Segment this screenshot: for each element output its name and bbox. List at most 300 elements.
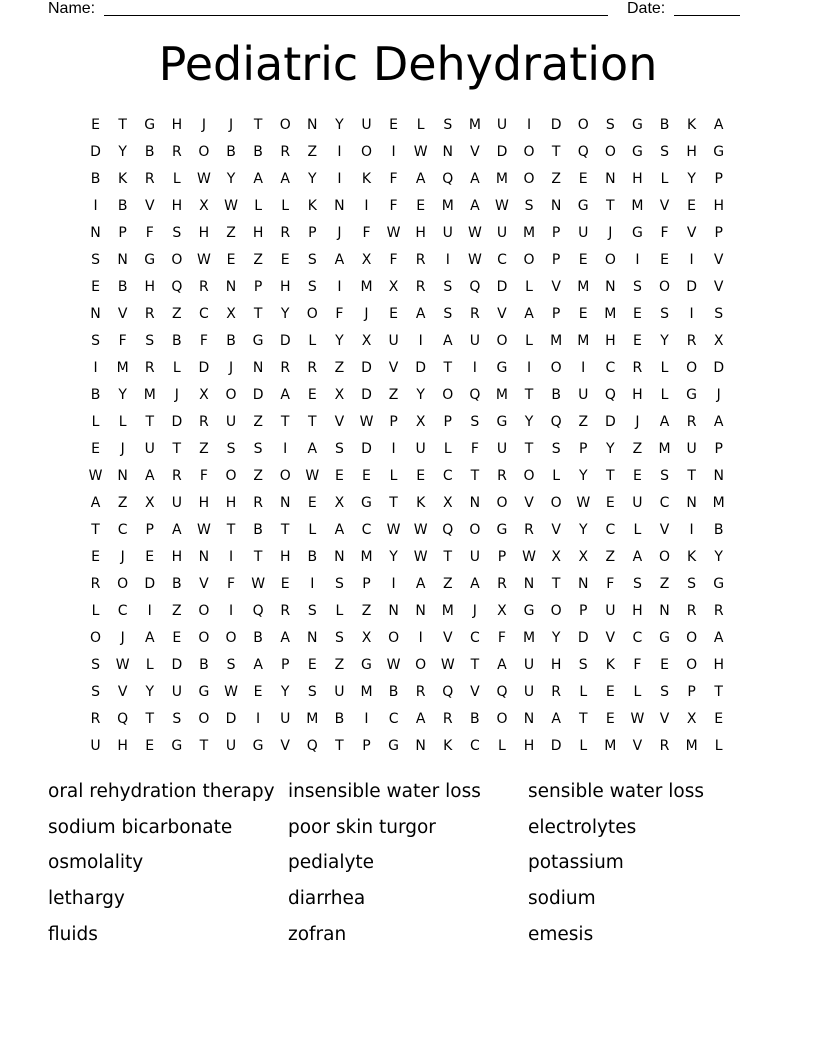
grid-letter: Y (416, 387, 425, 403)
grid-letter: N (307, 630, 318, 646)
grid-letter: J (716, 387, 721, 403)
grid-letter: T (470, 657, 480, 673)
word-list-item: sensible water loss (528, 781, 704, 802)
grid-letter: A (144, 630, 155, 646)
grid-letter: N (686, 495, 697, 511)
grid-letter: I (256, 711, 261, 727)
grid-letter: X (415, 414, 426, 430)
grid-letter: R (632, 360, 643, 376)
grid-letter: E (605, 684, 615, 700)
grid-letter: E (632, 468, 642, 484)
grid-letter: U (144, 441, 155, 457)
grid-letter: B (199, 657, 209, 673)
grid-letter: C (117, 522, 128, 538)
grid-letter: W (197, 522, 211, 538)
grid-letter: U (90, 738, 101, 754)
grid-letter: C (442, 468, 453, 484)
grid-letter: M (116, 360, 129, 376)
grid-letter: B (90, 171, 101, 187)
grid-letter: N (659, 603, 670, 619)
grid-letter: S (443, 306, 453, 322)
grid-letter: Q (442, 171, 454, 187)
grid-letter: G (713, 576, 725, 592)
grid-letter: E (91, 279, 100, 295)
grid-letter: O (279, 468, 291, 484)
grid-letter: D (252, 387, 264, 403)
grid-letter: V (659, 711, 670, 727)
grid-letter: S (714, 306, 724, 322)
grid-letter: V (713, 279, 724, 295)
grid-letter: F (660, 225, 669, 241)
grid-letter: B (172, 576, 182, 592)
grid-letter: G (198, 684, 210, 700)
grid-letter: W (115, 657, 130, 673)
grid-letter: V (497, 306, 507, 322)
grid-letter: H (171, 198, 183, 214)
grid-letter: V (551, 522, 561, 538)
name-blank-line[interactable] (104, 0, 608, 16)
grid-letter: A (551, 711, 561, 727)
grid-letter: P (253, 279, 263, 295)
grid-letter: Y (389, 549, 398, 565)
grid-letter: H (713, 198, 724, 214)
grid-letter: T (226, 522, 236, 538)
grid-letter: G (631, 225, 643, 241)
grid-letter: P (714, 225, 723, 241)
grid-letter: V (117, 684, 128, 700)
grid-letter: P (551, 252, 561, 268)
grid-letter: G (523, 603, 535, 619)
grid-letter: E (307, 387, 317, 403)
grid-letter: V (713, 252, 724, 268)
grid-letter: O (198, 144, 210, 160)
grid-letter: G (713, 144, 725, 160)
grid-letter: B (117, 198, 128, 214)
grid-letter: O (442, 387, 454, 403)
grid-letter: L (633, 684, 642, 700)
grid-letter: M (631, 198, 644, 214)
grid-letter: V (334, 414, 345, 430)
grid-letter: N (713, 468, 724, 484)
grid-letter: X (361, 630, 372, 646)
grid-letter: R (659, 738, 670, 754)
grid-letter: N (415, 738, 426, 754)
grid-letter: T (687, 468, 696, 484)
grid-letter: J (228, 117, 234, 133)
grid-letter: U (578, 225, 589, 241)
grid-letter: U (523, 684, 535, 700)
grid-letter: E (172, 630, 182, 646)
grid-letter: G (496, 522, 508, 538)
grid-letter: U (225, 738, 237, 754)
grid-letter: B (253, 522, 263, 538)
word-list-item: osmolality (48, 852, 144, 874)
grid-letter: E (145, 549, 155, 565)
grid-letter: V (524, 495, 534, 511)
grid-letter: B (90, 387, 101, 403)
grid-letter: N (198, 549, 210, 565)
grid-letter: M (468, 117, 481, 133)
grid-letter: I (364, 198, 369, 214)
grid-letter: A (334, 252, 345, 268)
grid-letter: D (686, 279, 697, 295)
grid-letter: D (279, 333, 291, 349)
grid-letter: U (496, 225, 508, 241)
grid-letter: O (550, 603, 562, 619)
grid-letter: W (386, 522, 401, 538)
grid-letter: S (632, 576, 642, 592)
grid-letter: K (443, 738, 453, 754)
grid-letter: M (685, 738, 698, 754)
grid-letter: N (442, 144, 453, 160)
grid-letter: O (659, 549, 671, 565)
grid-letter: Z (578, 414, 589, 430)
grid-letter: T (714, 684, 723, 700)
grid-letter: R (280, 225, 291, 241)
grid-letter: Z (253, 468, 263, 484)
grid-letter: Y (118, 144, 127, 160)
grid-letter: R (713, 603, 724, 619)
grid-letter: J (635, 414, 640, 430)
grid-letter: K (118, 171, 128, 187)
grid-letter: E (389, 306, 398, 322)
grid-letter: E (632, 333, 642, 349)
grid-letter: M (495, 171, 508, 187)
grid-letter: O (225, 468, 237, 484)
grid-letter: W (251, 576, 266, 592)
name-label: Name: (48, 0, 96, 17)
word-list-item: sodium bicarbonate (48, 816, 233, 838)
grid-letter: E (91, 117, 100, 133)
grid-letter: Z (307, 144, 318, 160)
grid-letter: M (143, 387, 156, 403)
grid-letter: C (605, 360, 616, 376)
grid-letter: S (470, 414, 480, 430)
grid-letter: S (226, 441, 236, 457)
grid-letter: W (197, 252, 211, 268)
grid-letter: Z (361, 603, 372, 619)
grid-letter: W (467, 225, 482, 241)
date-blank-line[interactable] (674, 0, 740, 16)
grid-letter: S (334, 441, 344, 457)
grid-letter: W (88, 468, 103, 484)
grid-letter: K (687, 549, 697, 565)
grid-letter: P (551, 306, 561, 322)
grid-letter: T (551, 576, 561, 592)
grid-letter: R (171, 468, 182, 484)
grid-letter: I (228, 603, 234, 619)
grid-letter: T (199, 738, 209, 754)
grid-letter: G (361, 657, 372, 673)
grid-letter: S (91, 333, 100, 349)
grid-letter: H (605, 333, 616, 349)
grid-letter: R (497, 576, 507, 592)
grid-letter: A (713, 117, 724, 133)
grid-letter: S (334, 630, 344, 646)
grid-letter: U (171, 495, 182, 511)
grid-letter: I (228, 549, 234, 565)
grid-letter: B (172, 333, 182, 349)
grid-letter: T (145, 711, 155, 727)
grid-letter: R (253, 495, 263, 511)
grid-letter: H (632, 387, 643, 403)
grid-letter: R (144, 360, 155, 376)
grid-letter: U (171, 684, 182, 700)
grid-letter: H (686, 144, 697, 160)
grid-letter: O (279, 117, 291, 133)
grid-letter: I (310, 576, 315, 592)
grid-letter: S (91, 657, 100, 673)
grid-letter: C (605, 522, 616, 538)
grid-letter: Z (334, 360, 345, 376)
grid-letter: P (579, 603, 588, 619)
grid-letter: C (659, 495, 670, 511)
grid-letter: C (117, 603, 128, 619)
grid-letter: Z (551, 171, 561, 187)
grid-letter: L (254, 198, 263, 214)
grid-letter: O (198, 711, 210, 727)
grid-letter: G (144, 117, 156, 133)
grid-letter: G (686, 387, 698, 403)
grid-letter: T (335, 738, 344, 754)
grid-letter: W (522, 549, 536, 565)
grid-letter: E (687, 198, 697, 214)
grid-letter: T (280, 522, 290, 538)
grid-letter: A (280, 171, 290, 187)
grid-letter: P (362, 738, 371, 754)
word-list-item: diarrhea (288, 888, 366, 910)
grid-letter: N (605, 279, 616, 295)
page-title: Pediatric Dehydration (158, 37, 658, 91)
grid-letter: F (199, 333, 208, 349)
grid-letter: R (686, 603, 697, 619)
grid-letter: G (631, 117, 643, 133)
grid-letter: F (497, 630, 506, 646)
grid-letter: N (279, 495, 291, 511)
grid-letter: R (524, 522, 534, 538)
grid-letter: R (686, 414, 697, 430)
grid-letter: R (280, 603, 291, 619)
grid-letter: P (443, 414, 452, 430)
grid-letter: N (225, 279, 237, 295)
grid-letter: L (281, 198, 290, 214)
grid-letter: S (91, 684, 100, 700)
grid-letter: C (388, 711, 399, 727)
grid-letter: N (90, 306, 101, 322)
grid-letter: W (413, 549, 428, 565)
grid-letter: U (280, 711, 291, 727)
grid-letter: G (361, 495, 372, 511)
grid-letter: S (687, 576, 697, 592)
grid-letter: O (496, 333, 508, 349)
grid-letter: Y (687, 171, 696, 187)
grid-letter: M (712, 495, 725, 511)
grid-letter: E (578, 306, 588, 322)
word-list-item: poor skin turgor (288, 816, 436, 838)
grid-letter: H (225, 495, 237, 511)
grid-letter: D (144, 576, 156, 592)
grid-letter: M (577, 279, 590, 295)
grid-letter: O (550, 495, 562, 511)
grid-letter: M (604, 738, 617, 754)
grid-letter: B (551, 387, 561, 403)
grid-letter: E (578, 171, 588, 187)
grid-letter: X (686, 711, 697, 727)
grid-letter: O (577, 117, 589, 133)
grid-letter: T (389, 495, 398, 511)
grid-letter: I (337, 144, 342, 160)
grid-letter: H (252, 225, 264, 241)
grid-letter: Z (199, 441, 209, 457)
grid-letter: Z (442, 576, 453, 592)
grid-letter: H (144, 279, 155, 295)
grid-letter: M (360, 684, 373, 700)
grid-letter: G (171, 738, 183, 754)
grid-letter: Y (280, 306, 290, 322)
grid-letter: L (714, 738, 723, 754)
grid-letter: M (306, 711, 319, 727)
grid-letter: V (659, 522, 670, 538)
grid-letter: A (632, 549, 643, 565)
grid-letter: D (604, 414, 616, 430)
grid-letter: Y (335, 117, 344, 133)
grid-letter: D (90, 144, 101, 160)
grid-letter: T (253, 306, 263, 322)
grid-letter: E (416, 198, 426, 214)
grid-letter: L (525, 279, 533, 295)
grid-letter: I (472, 360, 477, 376)
grid-letter: Z (388, 387, 399, 403)
grid-letter: D (361, 441, 372, 457)
grid-letter: N (415, 603, 426, 619)
grid-letter: L (579, 738, 588, 754)
grid-letter: F (226, 576, 236, 592)
grid-letter: H (279, 279, 291, 295)
grid-letter: O (90, 630, 102, 646)
word-list-item: lethargy (48, 888, 125, 910)
grid-letter: R (497, 468, 507, 484)
grid-letter: B (334, 711, 345, 727)
grid-letter: W (467, 252, 482, 268)
grid-letter: Y (578, 522, 588, 538)
grid-letter: O (225, 630, 237, 646)
grid-letter: U (686, 441, 697, 457)
date-label: Date: (627, 0, 666, 17)
grid-letter: O (360, 144, 372, 160)
grid-letter: T (172, 441, 182, 457)
grid-letter: A (144, 468, 155, 484)
grid-letter: R (90, 576, 101, 592)
grid-letter: P (687, 684, 696, 700)
grid-letter: H (415, 225, 426, 241)
grid-letter: S (524, 198, 534, 214)
grid-letter: Q (469, 387, 481, 403)
grid-letter: D (713, 360, 725, 376)
grid-letter: K (605, 657, 615, 673)
grid-letter: T (606, 198, 615, 214)
grid-letter: M (604, 306, 617, 322)
grid-letter: H (198, 225, 210, 241)
grid-letter: P (714, 171, 723, 187)
grid-letter: R (144, 306, 155, 322)
grid-letter: L (335, 603, 344, 619)
grid-letter: V (659, 198, 670, 214)
grid-letter: E (714, 711, 724, 727)
grid-letter: J (472, 603, 477, 619)
grid-letter: E (253, 684, 263, 700)
grid-letter: G (577, 198, 589, 214)
grid-letter: I (391, 144, 396, 160)
word-list-item: emesis (528, 923, 594, 945)
grid-letter: S (145, 333, 155, 349)
grid-letter: U (361, 117, 372, 133)
grid-letter: R (171, 144, 182, 160)
grid-letter: D (496, 144, 508, 160)
grid-letter: M (658, 441, 671, 457)
grid-letter: L (145, 657, 154, 673)
word-list-item: electrolytes (528, 816, 637, 838)
grid-letter: E (334, 468, 344, 484)
grid-letter: Q (604, 387, 616, 403)
grid-letter: F (606, 576, 615, 592)
grid-letter: D (225, 711, 237, 727)
grid-letter: B (307, 549, 318, 565)
grid-letter: U (496, 117, 508, 133)
grid-letter: A (90, 495, 101, 511)
grid-letter: X (334, 387, 345, 403)
grid-letter: D (415, 360, 427, 376)
grid-letter: W (224, 198, 238, 214)
grid-letter: G (144, 252, 156, 268)
grid-letter: T (280, 414, 290, 430)
grid-letter: P (497, 549, 507, 565)
grid-letter: T (145, 414, 155, 430)
grid-letter: O (496, 711, 508, 727)
grid-letter: J (337, 225, 342, 241)
grid-letter: A (415, 306, 426, 322)
word-list-item: potassium (528, 852, 624, 874)
grid-letter: O (496, 495, 508, 511)
grid-letter: H (117, 738, 128, 754)
grid-letter: D (361, 387, 372, 403)
grid-letter: G (496, 414, 508, 430)
grid-letter: Y (551, 630, 561, 646)
grid-letter: C (199, 306, 209, 322)
grid-letter: L (416, 117, 425, 133)
grid-letter: Y (308, 171, 317, 187)
grid-letter: N (252, 360, 264, 376)
grid-letter: J (201, 117, 206, 133)
grid-letter: F (389, 198, 398, 214)
grid-letter: T (551, 144, 561, 160)
grid-letter: O (523, 171, 535, 187)
grid-letter: W (197, 171, 211, 187)
grid-letter: H (523, 738, 535, 754)
grid-letter: O (550, 360, 562, 376)
grid-letter: A (307, 441, 318, 457)
grid-letter: Z (172, 306, 182, 322)
grid-letter: U (632, 495, 643, 511)
grid-letter: T (118, 117, 127, 133)
grid-letter: A (524, 306, 534, 322)
grid-letter: U (523, 657, 535, 673)
grid-letter: N (605, 171, 616, 187)
grid-letter: Y (578, 468, 588, 484)
grid-letter: X (551, 549, 561, 565)
grid-letter: L (91, 414, 100, 430)
grid-letter: Z (117, 495, 128, 511)
grid-letter: I (689, 252, 694, 268)
